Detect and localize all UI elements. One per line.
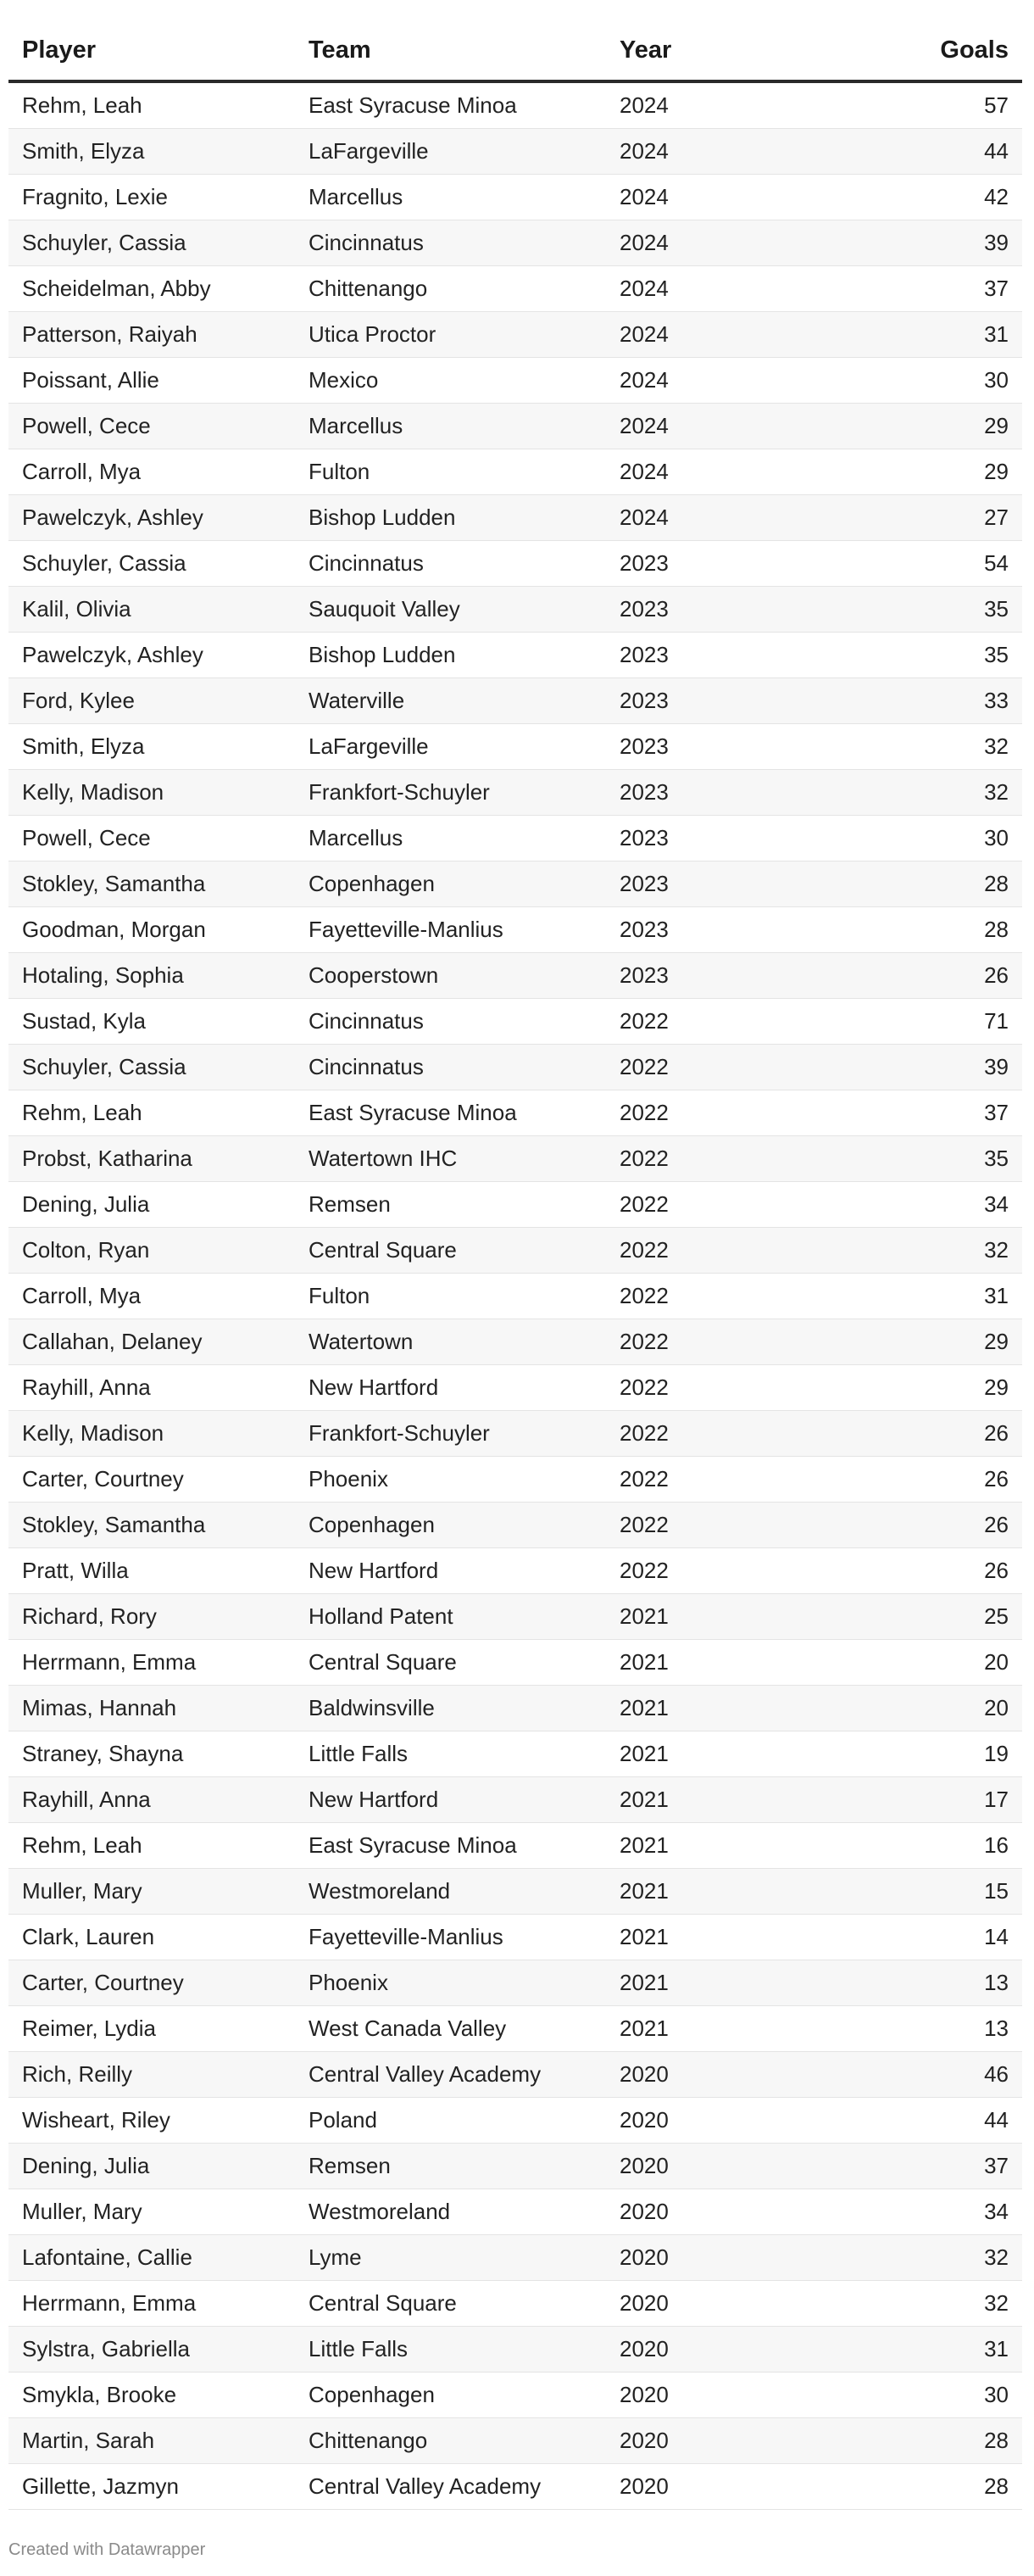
goals-cell: 29 [815, 449, 1022, 495]
table-row [8, 907, 1022, 953]
player-cell: Stokley, Samantha [8, 861, 295, 907]
header-row [8, 0, 1022, 81]
goals-cell: 57 [815, 81, 1022, 129]
team-cell: Copenhagen [295, 861, 606, 907]
year-cell: 2021 [606, 1823, 815, 1869]
column-header-player[interactable]: Player [8, 0, 295, 81]
player-cell: Dening, Julia [8, 2144, 295, 2189]
data-table-container [8, 0, 1022, 2510]
team-cell: Watertown IHC [295, 1136, 606, 1182]
player-cell: Goodman, Morgan [8, 907, 295, 953]
team-cell: Fulton [295, 1274, 606, 1319]
year-cell: 2020 [606, 2189, 815, 2235]
goals-table [8, 0, 1022, 2510]
table-row [8, 1182, 1022, 1228]
goals-cell: 29 [815, 1319, 1022, 1365]
player-cell: Probst, Katharina [8, 1136, 295, 1182]
player-cell: Pawelczyk, Ashley [8, 495, 295, 541]
goals-cell: 35 [815, 633, 1022, 678]
goals-cell: 54 [815, 541, 1022, 587]
player-cell: Lafontaine, Callie [8, 2235, 295, 2281]
year-cell: 2022 [606, 1548, 815, 1594]
player-cell: Kelly, Madison [8, 1411, 295, 1457]
player-cell: Scheidelman, Abby [8, 266, 295, 312]
team-cell: Watertown [295, 1319, 606, 1365]
year-cell: 2024 [606, 129, 815, 175]
table-row [8, 129, 1022, 175]
player-cell: Martin, Sarah [8, 2418, 295, 2464]
goals-cell: 33 [815, 678, 1022, 724]
year-cell: 2024 [606, 404, 815, 449]
goals-cell: 32 [815, 724, 1022, 770]
year-cell: 2020 [606, 2372, 815, 2418]
goals-cell: 30 [815, 358, 1022, 404]
table-body [8, 81, 1022, 2510]
team-cell: Holland Patent [295, 1594, 606, 1640]
goals-cell: 35 [815, 1136, 1022, 1182]
player-cell: Wisheart, Riley [8, 2098, 295, 2144]
year-cell: 2021 [606, 1640, 815, 1686]
team-cell: Cincinnatus [295, 999, 606, 1045]
goals-cell: 13 [815, 1960, 1022, 2006]
year-cell: 2020 [606, 2327, 815, 2372]
year-cell: 2023 [606, 770, 815, 816]
table-row [8, 724, 1022, 770]
year-cell: 2023 [606, 678, 815, 724]
player-cell: Carroll, Mya [8, 449, 295, 495]
team-cell: Copenhagen [295, 1503, 606, 1548]
team-cell: LaFargeville [295, 129, 606, 175]
goals-cell: 42 [815, 175, 1022, 220]
player-cell: Muller, Mary [8, 2189, 295, 2235]
team-cell: Cooperstown [295, 953, 606, 999]
goals-cell: 34 [815, 1182, 1022, 1228]
datawrapper-credit[interactable]: Created with Datawrapper [8, 2540, 206, 2559]
goals-cell: 32 [815, 770, 1022, 816]
table-row [8, 678, 1022, 724]
year-cell: 2023 [606, 724, 815, 770]
player-cell: Smykla, Brooke [8, 2372, 295, 2418]
table-row [8, 1503, 1022, 1548]
table-row [8, 953, 1022, 999]
table-row [8, 81, 1022, 129]
player-cell: Smith, Elyza [8, 724, 295, 770]
player-cell: Poissant, Allie [8, 358, 295, 404]
year-cell: 2023 [606, 633, 815, 678]
player-cell: Smith, Elyza [8, 129, 295, 175]
table-row [8, 1319, 1022, 1365]
player-cell: Rayhill, Anna [8, 1365, 295, 1411]
table-row [8, 312, 1022, 358]
table-row [8, 1411, 1022, 1457]
goals-cell: 31 [815, 312, 1022, 358]
table-row [8, 175, 1022, 220]
goals-cell: 26 [815, 1503, 1022, 1548]
table-row [8, 404, 1022, 449]
player-cell: Schuyler, Cassia [8, 1045, 295, 1090]
year-cell: 2023 [606, 587, 815, 633]
player-cell: Rayhill, Anna [8, 1777, 295, 1823]
year-cell: 2022 [606, 999, 815, 1045]
player-cell: Muller, Mary [8, 1869, 295, 1915]
team-cell: Little Falls [295, 1731, 606, 1777]
player-cell: Richard, Rory [8, 1594, 295, 1640]
player-cell: Powell, Cece [8, 404, 295, 449]
player-cell: Powell, Cece [8, 816, 295, 861]
year-cell: 2020 [606, 2235, 815, 2281]
player-cell: Carroll, Mya [8, 1274, 295, 1319]
table-row [8, 999, 1022, 1045]
team-cell: Mexico [295, 358, 606, 404]
team-cell: Marcellus [295, 816, 606, 861]
year-cell: 2024 [606, 358, 815, 404]
goals-cell: 39 [815, 1045, 1022, 1090]
team-cell: Cincinnatus [295, 1045, 606, 1090]
goals-cell: 37 [815, 1090, 1022, 1136]
year-cell: 2020 [606, 2052, 815, 2098]
team-cell: Cincinnatus [295, 541, 606, 587]
team-cell: Fayetteville-Manlius [295, 1915, 606, 1960]
goals-cell: 34 [815, 2189, 1022, 2235]
team-cell: Frankfort-Schuyler [295, 770, 606, 816]
team-cell: LaFargeville [295, 724, 606, 770]
table-row [8, 2235, 1022, 2281]
player-cell: Ford, Kylee [8, 678, 295, 724]
year-cell: 2024 [606, 81, 815, 129]
goals-cell: 26 [815, 953, 1022, 999]
goals-cell: 28 [815, 2464, 1022, 2510]
year-cell: 2022 [606, 1365, 815, 1411]
goals-cell: 44 [815, 129, 1022, 175]
goals-cell: 25 [815, 1594, 1022, 1640]
team-cell: Baldwinsville [295, 1686, 606, 1731]
player-cell: Mimas, Hannah [8, 1686, 295, 1731]
goals-cell: 30 [815, 816, 1022, 861]
table-row [8, 1136, 1022, 1182]
year-cell: 2022 [606, 1319, 815, 1365]
team-cell: Phoenix [295, 1457, 606, 1503]
team-cell: East Syracuse Minoa [295, 1823, 606, 1869]
player-cell: Rich, Reilly [8, 2052, 295, 2098]
player-cell: Hotaling, Sophia [8, 953, 295, 999]
table-row [8, 2281, 1022, 2327]
year-cell: 2021 [606, 1777, 815, 1823]
table-row [8, 1228, 1022, 1274]
year-cell: 2021 [606, 1869, 815, 1915]
table-row [8, 2418, 1022, 2464]
year-cell: 2022 [606, 1274, 815, 1319]
goals-cell: 32 [815, 2235, 1022, 2281]
team-cell: Central Square [295, 1640, 606, 1686]
year-cell: 2023 [606, 816, 815, 861]
player-cell: Carter, Courtney [8, 1960, 295, 2006]
goals-cell: 32 [815, 2281, 1022, 2327]
table-row [8, 1365, 1022, 1411]
year-cell: 2022 [606, 1136, 815, 1182]
year-cell: 2020 [606, 2098, 815, 2144]
player-cell: Herrmann, Emma [8, 1640, 295, 1686]
player-cell: Patterson, Raiyah [8, 312, 295, 358]
team-cell: Central Square [295, 1228, 606, 1274]
player-cell: Pawelczyk, Ashley [8, 633, 295, 678]
team-cell: Westmoreland [295, 2189, 606, 2235]
team-cell: East Syracuse Minoa [295, 1090, 606, 1136]
goals-cell: 37 [815, 266, 1022, 312]
goals-cell: 26 [815, 1548, 1022, 1594]
year-cell: 2020 [606, 2144, 815, 2189]
team-cell: Remsen [295, 1182, 606, 1228]
player-cell: Clark, Lauren [8, 1915, 295, 1960]
table-row [8, 2098, 1022, 2144]
player-cell: Rehm, Leah [8, 1090, 295, 1136]
goals-cell: 29 [815, 1365, 1022, 1411]
year-cell: 2022 [606, 1090, 815, 1136]
table-row [8, 861, 1022, 907]
team-cell: Chittenango [295, 266, 606, 312]
player-cell: Kelly, Madison [8, 770, 295, 816]
table-row [8, 587, 1022, 633]
team-cell: Remsen [295, 2144, 606, 2189]
year-cell: 2021 [606, 1594, 815, 1640]
table-row [8, 449, 1022, 495]
team-cell: Bishop Ludden [295, 495, 606, 541]
team-cell: Copenhagen [295, 2372, 606, 2418]
player-cell: Sustad, Kyla [8, 999, 295, 1045]
table-header [8, 0, 1022, 81]
player-cell: Kalil, Olivia [8, 587, 295, 633]
team-cell: New Hartford [295, 1365, 606, 1411]
player-cell: Gillette, Jazmyn [8, 2464, 295, 2510]
player-cell: Stokley, Samantha [8, 1503, 295, 1548]
team-cell: Central Square [295, 2281, 606, 2327]
year-cell: 2024 [606, 175, 815, 220]
year-cell: 2024 [606, 266, 815, 312]
player-cell: Herrmann, Emma [8, 2281, 295, 2327]
goals-cell: 20 [815, 1686, 1022, 1731]
goals-cell: 44 [815, 2098, 1022, 2144]
player-cell: Colton, Ryan [8, 1228, 295, 1274]
team-cell: Poland [295, 2098, 606, 2144]
goals-cell: 39 [815, 220, 1022, 266]
table-row [8, 1548, 1022, 1594]
team-cell: Waterville [295, 678, 606, 724]
column-header-team[interactable]: Team [295, 0, 606, 81]
year-cell: 2024 [606, 312, 815, 358]
table-row [8, 2372, 1022, 2418]
table-row [8, 1594, 1022, 1640]
team-cell: Central Valley Academy [295, 2464, 606, 2510]
team-cell: Marcellus [295, 175, 606, 220]
table-row [8, 770, 1022, 816]
year-cell: 2020 [606, 2464, 815, 2510]
player-cell: Callahan, Delaney [8, 1319, 295, 1365]
table-row [8, 816, 1022, 861]
goals-cell: 28 [815, 861, 1022, 907]
year-cell: 2021 [606, 1960, 815, 2006]
year-cell: 2021 [606, 1686, 815, 1731]
goals-cell: 16 [815, 1823, 1022, 1869]
table-row [8, 2327, 1022, 2372]
team-cell: Fayetteville-Manlius [295, 907, 606, 953]
team-cell: Little Falls [295, 2327, 606, 2372]
player-cell: Schuyler, Cassia [8, 541, 295, 587]
player-cell: Rehm, Leah [8, 81, 295, 129]
team-cell: Westmoreland [295, 1869, 606, 1915]
table-row [8, 220, 1022, 266]
table-row [8, 2006, 1022, 2052]
team-cell: West Canada Valley [295, 2006, 606, 2052]
team-cell: Bishop Ludden [295, 633, 606, 678]
team-cell: Chittenango [295, 2418, 606, 2464]
year-cell: 2023 [606, 907, 815, 953]
table-row [8, 2464, 1022, 2510]
goals-cell: 37 [815, 2144, 1022, 2189]
goals-cell: 17 [815, 1777, 1022, 1823]
player-cell: Straney, Shayna [8, 1731, 295, 1777]
year-cell: 2022 [606, 1411, 815, 1457]
year-cell: 2024 [606, 220, 815, 266]
table-row [8, 1686, 1022, 1731]
year-cell: 2021 [606, 1731, 815, 1777]
year-cell: 2020 [606, 2418, 815, 2464]
year-cell: 2023 [606, 953, 815, 999]
table-row [8, 1869, 1022, 1915]
team-cell: Cincinnatus [295, 220, 606, 266]
table-row [8, 1090, 1022, 1136]
table-row [8, 2052, 1022, 2098]
year-cell: 2024 [606, 495, 815, 541]
player-cell: Schuyler, Cassia [8, 220, 295, 266]
goals-cell: 26 [815, 1411, 1022, 1457]
player-cell: Carter, Courtney [8, 1457, 295, 1503]
team-cell: Phoenix [295, 1960, 606, 2006]
table-row [8, 1960, 1022, 2006]
goals-cell: 32 [815, 1228, 1022, 1274]
table-row [8, 1274, 1022, 1319]
team-cell: Frankfort-Schuyler [295, 1411, 606, 1457]
year-cell: 2022 [606, 1182, 815, 1228]
goals-cell: 29 [815, 404, 1022, 449]
year-cell: 2022 [606, 1503, 815, 1548]
table-row [8, 1823, 1022, 1869]
table-row [8, 1640, 1022, 1686]
goals-cell: 15 [815, 1869, 1022, 1915]
goals-cell: 13 [815, 2006, 1022, 2052]
goals-cell: 19 [815, 1731, 1022, 1777]
team-cell: East Syracuse Minoa [295, 81, 606, 129]
team-cell: Fulton [295, 449, 606, 495]
table-row [8, 495, 1022, 541]
team-cell: Central Valley Academy [295, 2052, 606, 2098]
year-cell: 2024 [606, 449, 815, 495]
table-row [8, 1777, 1022, 1823]
goals-cell: 35 [815, 587, 1022, 633]
team-cell: Marcellus [295, 404, 606, 449]
team-cell: Sauquoit Valley [295, 587, 606, 633]
table-row [8, 266, 1022, 312]
goals-cell: 14 [815, 1915, 1022, 1960]
goals-cell: 27 [815, 495, 1022, 541]
goals-cell: 30 [815, 2372, 1022, 2418]
table-row [8, 633, 1022, 678]
goals-cell: 31 [815, 1274, 1022, 1319]
column-header-goals[interactable]: Goals [815, 0, 1022, 81]
goals-cell: 31 [815, 2327, 1022, 2372]
player-cell: Rehm, Leah [8, 1823, 295, 1869]
table-row [8, 358, 1022, 404]
year-cell: 2022 [606, 1045, 815, 1090]
year-cell: 2023 [606, 861, 815, 907]
goals-cell: 71 [815, 999, 1022, 1045]
player-cell: Dening, Julia [8, 1182, 295, 1228]
table-row [8, 1731, 1022, 1777]
year-cell: 2020 [606, 2281, 815, 2327]
goals-cell: 46 [815, 2052, 1022, 2098]
player-cell: Pratt, Willa [8, 1548, 295, 1594]
player-cell: Reimer, Lydia [8, 2006, 295, 2052]
team-cell: Lyme [295, 2235, 606, 2281]
year-cell: 2022 [606, 1228, 815, 1274]
column-header-year[interactable]: Year [606, 0, 815, 81]
player-cell: Sylstra, Gabriella [8, 2327, 295, 2372]
team-cell: Utica Proctor [295, 312, 606, 358]
year-cell: 2021 [606, 1915, 815, 1960]
player-cell: Fragnito, Lexie [8, 175, 295, 220]
year-cell: 2021 [606, 2006, 815, 2052]
table-row [8, 541, 1022, 587]
table-row [8, 1915, 1022, 1960]
table-row [8, 2144, 1022, 2189]
team-cell: New Hartford [295, 1777, 606, 1823]
table-row [8, 1045, 1022, 1090]
goals-cell: 26 [815, 1457, 1022, 1503]
year-cell: 2023 [606, 541, 815, 587]
goals-cell: 28 [815, 2418, 1022, 2464]
goals-cell: 28 [815, 907, 1022, 953]
table-row [8, 1457, 1022, 1503]
year-cell: 2022 [606, 1457, 815, 1503]
table-row [8, 2189, 1022, 2235]
team-cell: New Hartford [295, 1548, 606, 1594]
goals-cell: 20 [815, 1640, 1022, 1686]
